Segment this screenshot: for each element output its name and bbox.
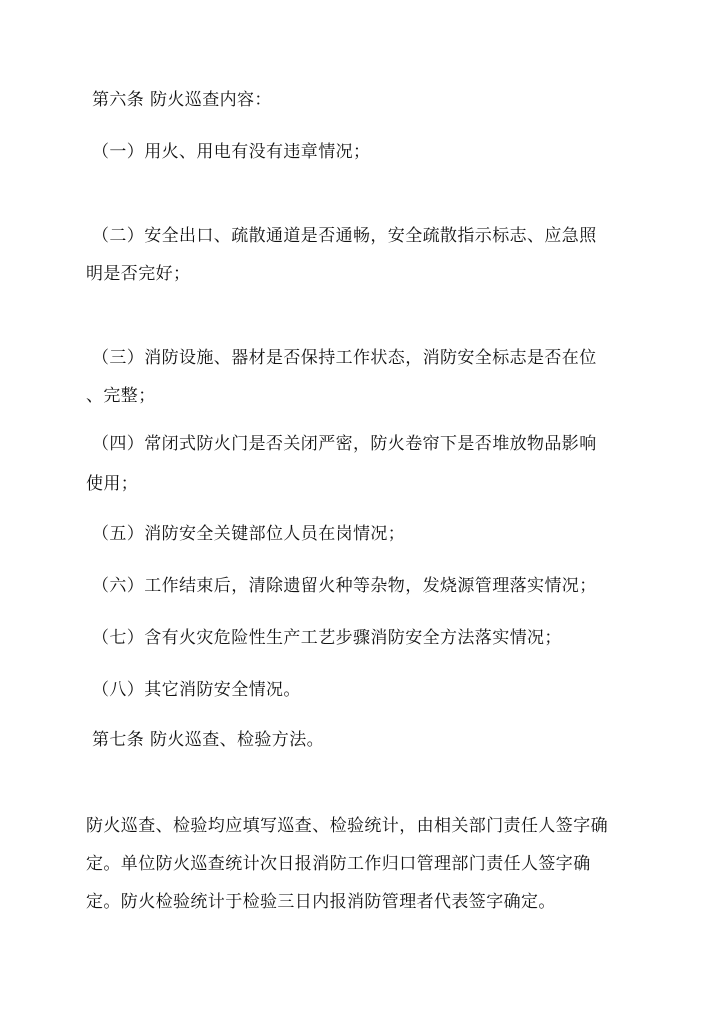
inspection-item-6: （六）工作结束后，清除遗留火种等杂物，发烧源管理落实情况； (92, 576, 597, 596)
inspection-item-4-line-1: （四）常闭式防火门是否关闭严密，防火卷帘下是否堆放物品影响 (92, 434, 597, 454)
inspection-item-8: （八）其它消防安全情况。 (92, 680, 301, 700)
paragraph-line-2: 定。单位防火巡查统计次日报消防工作归口管理部门责任人签字确 (86, 854, 591, 874)
inspection-item-1: （一）用火、用电有没有违章情况； (92, 142, 371, 162)
inspection-item-2-line-2: 明是否完好； (86, 264, 191, 284)
inspection-item-2-line-1: （二）安全出口、疏散通道是否通畅，安全疏散指示标志、应急照 (92, 226, 597, 246)
inspection-item-5: （五）消防安全关键部位人员在岗情况； (92, 524, 406, 544)
inspection-item-7: （七）含有火灾危险性生产工艺步骤消防安全方法落实情况； (92, 628, 562, 648)
article6-heading: 第六条 防火巡查内容： (92, 90, 272, 110)
paragraph-line-1: 防火巡查、检验均应填写巡查、检验统计，由相关部门责任人签字确 (86, 816, 608, 836)
inspection-item-4-line-2: 使用； (86, 474, 139, 494)
inspection-item-3-line-2: 、完整； (86, 386, 156, 406)
inspection-item-3-line-1: （三）消防设施、器材是否保持工作状态，消防安全标志是否在位 (92, 348, 597, 368)
article7-heading: 第七条 防火巡查、检验方法。 (92, 730, 325, 750)
paragraph-line-3: 定。防火检验统计于检验三日内报消防管理者代表签字确定。 (86, 892, 556, 912)
